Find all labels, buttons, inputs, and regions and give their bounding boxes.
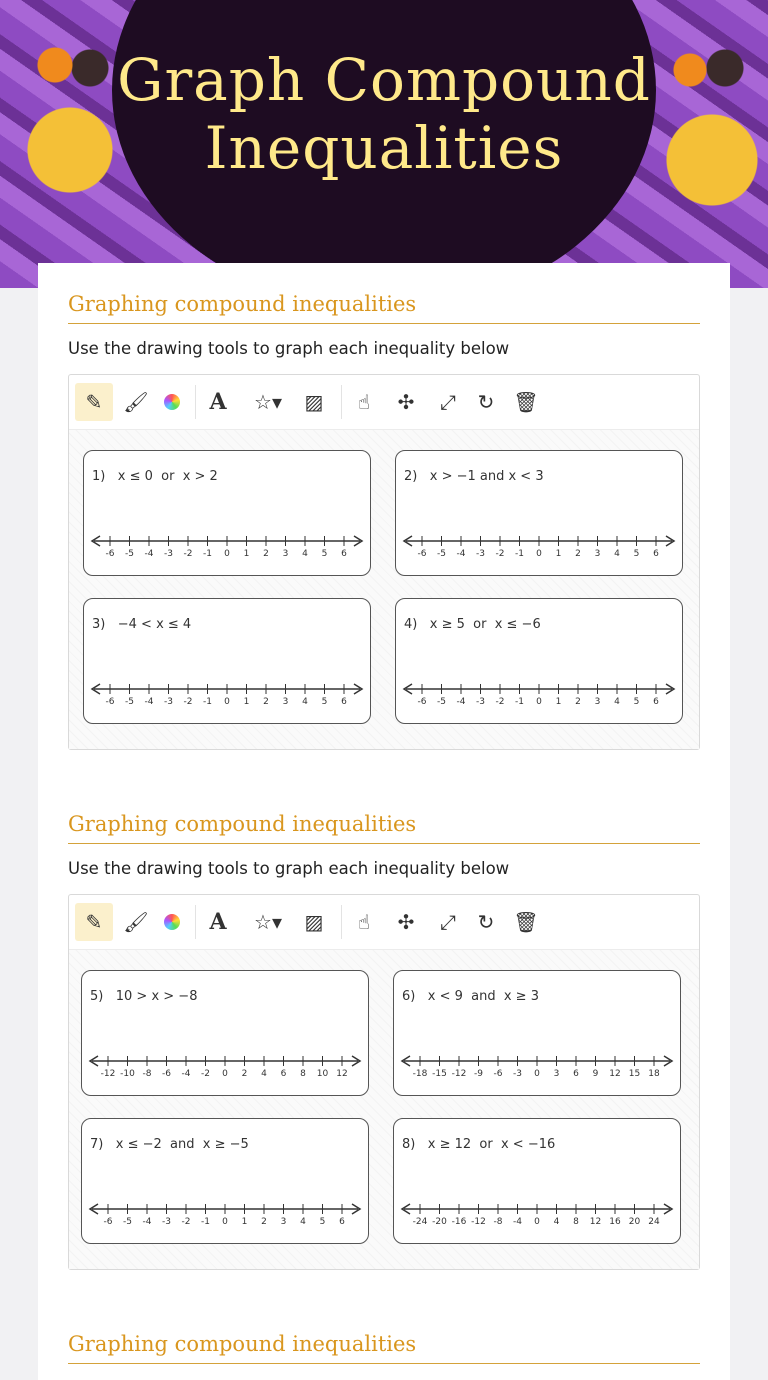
worksheet-image[interactable]: [69, 950, 699, 1269]
worksheet-card: [38, 263, 730, 1380]
tick-label: -20: [432, 1217, 447, 1227]
move-icon[interactable]: ✣: [397, 910, 415, 934]
tick-label: 1: [243, 549, 250, 559]
problem-7: [81, 1118, 369, 1244]
tick-label: 1: [555, 549, 562, 559]
tick-label: -2: [181, 1217, 191, 1227]
image-icon[interactable]: ▨: [304, 390, 324, 414]
problem-number: 5): [90, 989, 104, 1004]
tick-label: 10: [316, 1069, 329, 1079]
tick-label: -9: [474, 1069, 483, 1079]
tick-label: 15: [628, 1069, 641, 1079]
tick-label: 2: [263, 697, 269, 707]
tick-label: -6: [493, 1069, 503, 1079]
tick-label: 0: [534, 1217, 540, 1227]
tick-label: 5: [321, 697, 328, 707]
tick-label: 5: [633, 549, 640, 559]
tick-labels: [414, 697, 664, 707]
brush-icon[interactable]: 🖌: [123, 910, 149, 934]
problem-text: x ≥ 12 or x < −16: [427, 1137, 556, 1152]
section-2: [68, 809, 700, 1270]
worksheet-image[interactable]: [69, 430, 699, 749]
color-wheel-icon[interactable]: [153, 383, 191, 421]
tick-label: -2: [183, 549, 193, 559]
tick-label: -2: [201, 1069, 210, 1079]
drawing-canvas[interactable]: [68, 374, 700, 750]
problem-number: 6): [402, 989, 416, 1004]
tick-label: -3: [164, 697, 173, 707]
tick-label: -5: [125, 697, 134, 707]
redo-icon[interactable]: ↻: [477, 390, 495, 414]
tick-label: -5: [437, 697, 446, 707]
section-instruction: Use the drawing tools to graph each inequality below: [68, 339, 510, 358]
tick-label: -3: [513, 1069, 522, 1079]
tick-label: 3: [282, 697, 289, 707]
color-wheel-icon[interactable]: [153, 903, 191, 941]
tick-label: -3: [164, 549, 173, 559]
problem-text: x ≤ −2 and x ≥ −5: [115, 1137, 249, 1152]
tick-label: 1: [243, 697, 250, 707]
tick-label: -1: [203, 697, 212, 707]
tick-label: -8: [142, 1069, 152, 1079]
tick-labels: [414, 549, 664, 559]
tick-label: -6: [105, 697, 115, 707]
star-icon[interactable]: ☆▾: [254, 910, 282, 934]
problem-number: 2): [404, 469, 418, 484]
tick-labels: [102, 697, 352, 707]
tick-label: 3: [280, 1217, 287, 1227]
tick-label: 24: [648, 1217, 660, 1227]
move-icon[interactable]: ✣: [397, 390, 415, 414]
pencil-icon[interactable]: ✎: [75, 903, 113, 941]
tick-label: 6: [339, 1217, 345, 1227]
tick-label: 0: [222, 1217, 228, 1227]
tick-label: -6: [417, 697, 427, 707]
section-title: Graphing compound inequalities: [68, 289, 700, 324]
tick-label: 3: [282, 549, 289, 559]
number-line: [88, 1055, 362, 1079]
section-instruction: Use the drawing tools to graph each inequality below: [68, 859, 510, 878]
problem-6: [393, 970, 681, 1096]
tick-labels: [102, 549, 352, 559]
tick-label: -6: [103, 1217, 113, 1227]
trash-icon[interactable]: 🗑: [513, 390, 539, 414]
tick-label: 2: [261, 1217, 267, 1227]
number-line: [400, 1055, 674, 1079]
tick-labels: [100, 1069, 350, 1079]
tick-label: -16: [451, 1217, 467, 1227]
tick-label: -6: [162, 1069, 171, 1079]
tick-label: -10: [120, 1069, 135, 1079]
redo-icon[interactable]: ↻: [477, 910, 495, 934]
tick-label: 20: [628, 1217, 641, 1227]
tick-label: 0: [224, 549, 230, 559]
tick-label: -6: [105, 549, 115, 559]
tick-label: -1: [515, 549, 524, 559]
tick-label: -4: [142, 1217, 152, 1227]
header-banner: [0, 0, 768, 288]
tick-label: 5: [321, 549, 328, 559]
tick-label: 6: [341, 697, 347, 707]
drawing-toolbar: [69, 375, 699, 430]
tick-label: 5: [633, 697, 640, 707]
tick-label: 4: [261, 1069, 267, 1079]
problem-number: 1): [92, 469, 106, 484]
tick-label: -12: [100, 1069, 116, 1079]
problem-1: [83, 450, 371, 576]
tick-label: 6: [653, 697, 659, 707]
problem-5: [81, 970, 369, 1096]
problem-text: −4 < x ≤ 4: [117, 617, 192, 632]
section-3: [68, 1329, 700, 1364]
problem-text: x ≥ 5 or x ≤ −6: [429, 617, 541, 632]
tick-label: -4: [456, 549, 466, 559]
tick-label: -1: [201, 1217, 210, 1227]
tick-label: 4: [553, 1217, 560, 1227]
drawing-canvas[interactable]: [68, 894, 700, 1270]
expand-icon[interactable]: ⤢: [440, 910, 456, 934]
tick-label: 0: [536, 697, 542, 707]
tick-label: -5: [123, 1217, 132, 1227]
brush-icon[interactable]: 🖌: [123, 390, 149, 414]
section-title: Graphing compound inequalities: [68, 809, 700, 844]
tick-label: 5: [319, 1217, 326, 1227]
tick-label: 9: [592, 1069, 599, 1079]
problem-4: [395, 598, 683, 724]
tick-label: 3: [594, 697, 601, 707]
tick-label: -6: [417, 549, 427, 559]
tick-label: 12: [336, 1069, 348, 1079]
tick-labels: [412, 1069, 662, 1079]
image-icon[interactable]: ▨: [304, 910, 324, 934]
tick-label: 2: [263, 549, 269, 559]
tick-label: 4: [614, 697, 620, 707]
tick-label: 0: [536, 549, 542, 559]
drawing-toolbar: [69, 895, 699, 950]
tick-label: 16: [609, 1217, 621, 1227]
tick-label: 12: [609, 1069, 621, 1079]
tick-label: -1: [203, 549, 212, 559]
problem-text: x < 9 and x ≥ 3: [427, 989, 539, 1004]
problem-3: [83, 598, 371, 724]
tick-label: -5: [437, 549, 446, 559]
hand-icon[interactable]: ☝: [357, 910, 371, 934]
number-line: [88, 1203, 362, 1227]
tick-label: 6: [573, 1069, 579, 1079]
number-line: [402, 683, 676, 707]
tick-label: 4: [302, 549, 308, 559]
tick-label: -18: [412, 1069, 428, 1079]
tick-label: -4: [181, 1069, 191, 1079]
text-icon[interactable]: A: [209, 389, 227, 415]
tick-label: -5: [125, 549, 134, 559]
tick-label: -2: [495, 697, 505, 707]
tick-label: -4: [513, 1217, 522, 1227]
tick-label: -12: [451, 1069, 467, 1079]
tick-label: 18: [648, 1069, 660, 1079]
tick-label: -8: [493, 1217, 503, 1227]
trash-icon[interactable]: 🗑: [513, 910, 539, 934]
tick-labels: [100, 1217, 350, 1227]
tick-label: 2: [575, 697, 581, 707]
tick-label: 4: [614, 549, 620, 559]
problem-2: [395, 450, 683, 576]
tick-label: -3: [476, 549, 485, 559]
tick-label: -12: [471, 1217, 486, 1227]
tick-label: 4: [300, 1217, 306, 1227]
tick-label: -1: [515, 697, 524, 707]
problem-text: x > −1 and x < 3: [429, 469, 544, 484]
problem-number: 4): [404, 617, 418, 632]
section-1: [68, 289, 700, 750]
hand-icon[interactable]: ☝: [357, 390, 371, 414]
star-icon[interactable]: ☆▾: [254, 390, 282, 414]
tick-label: -15: [432, 1069, 447, 1079]
tick-label: 6: [341, 549, 347, 559]
tick-label: -2: [495, 549, 505, 559]
tick-label: 0: [224, 697, 230, 707]
problem-text: x ≤ 0 or x > 2: [117, 469, 218, 484]
tick-label: 1: [555, 697, 562, 707]
tick-label: -24: [412, 1217, 428, 1227]
tick-label: 1: [241, 1217, 248, 1227]
tick-label: 4: [302, 697, 308, 707]
tick-label: -4: [456, 697, 466, 707]
tick-label: 3: [553, 1069, 560, 1079]
tick-label: -3: [476, 697, 485, 707]
tick-label: 0: [534, 1069, 540, 1079]
pencil-icon[interactable]: ✎: [75, 383, 113, 421]
tick-label: 3: [594, 549, 601, 559]
tick-label: 2: [241, 1069, 248, 1079]
page-title: Graph Compound Inequalities: [117, 46, 651, 182]
problem-number: 3): [92, 617, 106, 632]
tick-label: 8: [300, 1069, 306, 1079]
tick-label: 8: [573, 1217, 579, 1227]
number-line: [90, 683, 364, 707]
tick-label: 6: [653, 549, 659, 559]
number-line: [400, 1203, 674, 1227]
problem-8: [393, 1118, 681, 1244]
problem-text: 10 > x > −8: [115, 989, 198, 1004]
number-line: [402, 535, 676, 559]
text-icon[interactable]: A: [209, 909, 227, 935]
problem-number: 7): [90, 1137, 104, 1152]
tick-label: -3: [162, 1217, 171, 1227]
tick-label: -2: [183, 697, 193, 707]
tick-label: 0: [222, 1069, 228, 1079]
problem-number: 8): [402, 1137, 416, 1152]
number-line: [90, 535, 364, 559]
tick-labels: [412, 1217, 662, 1227]
tick-label: 6: [280, 1069, 287, 1079]
section-title: Graphing compound inequalities: [68, 1329, 700, 1364]
tick-label: -4: [144, 549, 154, 559]
tick-label: -4: [144, 697, 154, 707]
tick-label: 2: [575, 549, 581, 559]
tick-label: 12: [589, 1217, 602, 1227]
expand-icon[interactable]: ⤢: [440, 390, 456, 414]
